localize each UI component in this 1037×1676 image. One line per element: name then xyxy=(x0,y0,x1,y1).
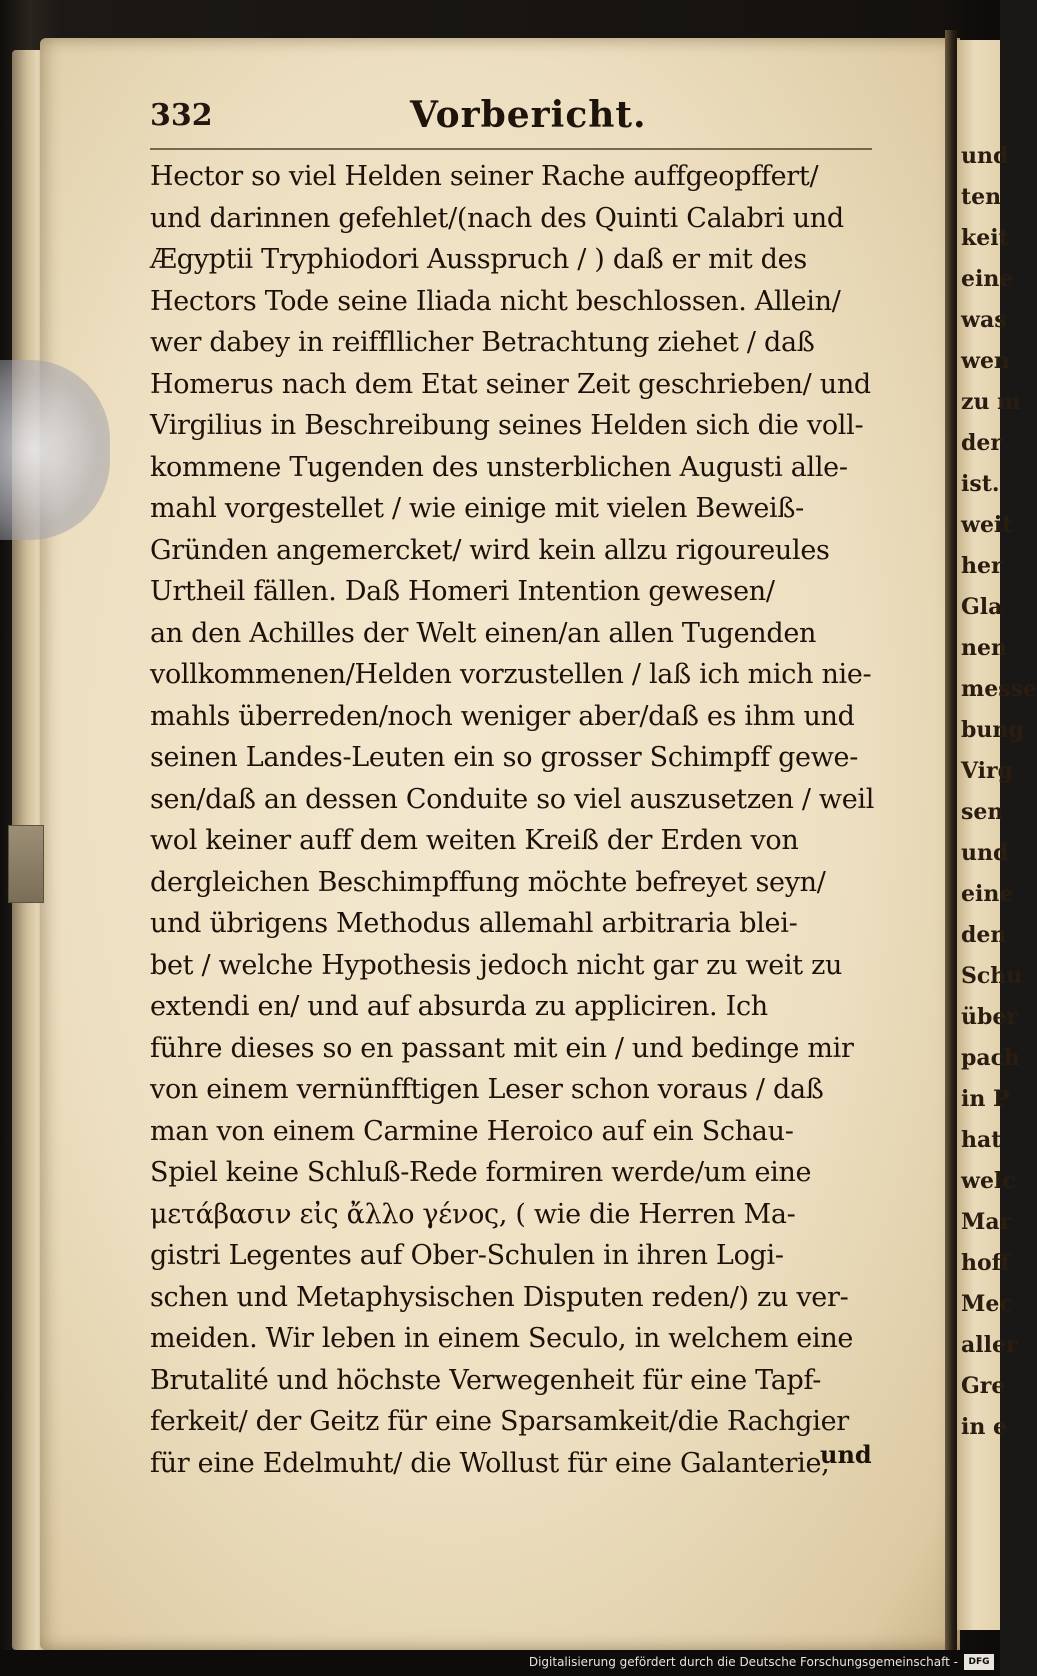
text-line: dergleichen Beschimpffung möchte befreyet seyn/ xyxy=(150,866,826,898)
adjacent-fragment: eine xyxy=(961,266,1014,292)
text-line: Hectors Tode seine Iliada nicht beschlossen. Allein/ xyxy=(150,285,841,317)
adjacent-fragment: weit xyxy=(961,512,1013,538)
adjacent-fragment: her xyxy=(961,553,1003,579)
text-line: wol keiner auff dem weiten Kreiß der Erden von xyxy=(150,825,799,856)
adjacent-fragment: wen xyxy=(961,348,1010,374)
adjacent-fragment: sen xyxy=(961,799,1004,825)
adjacent-fragment: ist. xyxy=(961,471,1000,497)
text-line: Brutalité und höchste Verwegenheit für eine Tapf- xyxy=(150,1364,822,1396)
adjacent-fragment: in e xyxy=(961,1414,1008,1440)
adjacent-fragment: über xyxy=(961,1004,1018,1030)
adjacent-fragment: und xyxy=(961,840,1009,866)
text-line: Urtheil fällen. Daß Homeri Intention gewesen/ xyxy=(150,576,775,607)
running-head xyxy=(150,94,875,144)
text-line: Virgilius in Beschreibung seines Helden sich die voll- xyxy=(150,410,864,441)
header-rule xyxy=(150,148,872,150)
adjacent-fragment: pach xyxy=(961,1045,1021,1071)
text-line: Spiel keine Schluß-Rede formiren werde/um eine xyxy=(150,1157,812,1188)
text-line: schen und Metaphysischen Disputen reden/) zu ver- xyxy=(150,1281,849,1313)
text-line: für eine Edelmuht/ die Wollust für eine Galanterie, xyxy=(150,1447,830,1479)
text-line: mahls überreden/noch weniger aber/daß es ihm und xyxy=(150,700,855,732)
adjacent-fragment: Gla xyxy=(961,594,1003,620)
text-line: Ægyptii Tryphiodori Ausspruch / ) daß er mit des xyxy=(150,244,807,275)
adjacent-page-fragments xyxy=(957,40,1037,1448)
adjacent-fragment: nen xyxy=(961,635,1007,661)
adjacent-fragment: den xyxy=(961,922,1007,948)
text-line: sen/daß an dessen Conduite so viel auszusetzen / weil xyxy=(150,783,875,815)
adjacent-page xyxy=(957,40,1037,1630)
text-line: und übrigens Methodus allemahl arbitraria blei- xyxy=(150,908,798,939)
text-line: von einem vernünfftigen Leser schon voraus / daß xyxy=(150,1074,824,1105)
text-line: wer dabey in reiffllicher Betrachtung ziehet / daß xyxy=(150,327,815,358)
text-line: führe dieses so en passant mit ein / und bedinge mir xyxy=(150,1032,854,1064)
adjacent-fragment: keit xyxy=(961,225,1009,251)
page-header-title: Vorbericht. xyxy=(410,94,647,136)
adjacent-fragment: Gre xyxy=(961,1373,1006,1399)
text-line: μετάβασιν εἰς ἄλλο γένος, ( wie die Herren Ma- xyxy=(150,1198,796,1230)
text-line: mahl vorgestellet / wie einige mit vielen Beweiß- xyxy=(150,493,804,524)
body-text xyxy=(150,156,880,1484)
adjacent-fragment: der xyxy=(961,430,1002,456)
text-line: meiden. Wir leben in einem Seculo, in welchem eine xyxy=(150,1323,854,1354)
adjacent-fragment: bung xyxy=(961,717,1024,743)
adjacent-fragment: hat xyxy=(961,1127,1002,1153)
adjacent-fragment: hoff xyxy=(961,1250,1010,1276)
text-line: Homerus nach dem Etat seiner Zeit geschrieben/ und xyxy=(150,368,871,400)
catchword: und xyxy=(820,1440,872,1469)
adjacent-fragment: was xyxy=(961,307,1007,333)
text-line: vollkommenen/Helden vorzustellen / laß ich mich nie- xyxy=(150,659,872,690)
text-line: kommene Tugenden des unsterblichen Augusti alle- xyxy=(150,451,848,483)
page-tab-marker xyxy=(8,825,44,903)
adjacent-fragment: messe xyxy=(961,676,1037,702)
text-line: man von einem Carmine Heroico auf ein Schau- xyxy=(150,1115,794,1147)
footer-bar xyxy=(0,1650,1000,1676)
adjacent-fragment: aller xyxy=(961,1332,1018,1358)
text-line: und darinnen gefehlet/(nach des Quinti Calabri und xyxy=(150,202,844,234)
adjacent-fragment: Virg xyxy=(961,758,1014,784)
adjacent-fragment: welc xyxy=(961,1168,1016,1194)
adjacent-fragment: ten xyxy=(961,184,1002,210)
text-line: bet / welche Hypothesis jedoch nicht gar zu weit zu xyxy=(150,949,843,981)
text-line: Hector so viel Helden seiner Rache auffgeopffert/ xyxy=(150,161,819,192)
text-line: extendi en/ und auf absurda zu appliciren. Ich xyxy=(150,991,768,1022)
text-line: ferkeit/ der Geitz für eine Sparsamkeit/die Rachgier xyxy=(150,1406,849,1437)
page-number: 332 xyxy=(150,98,213,133)
book-gutter xyxy=(945,30,957,1650)
adjacent-fragment: in P xyxy=(961,1086,1010,1112)
text-line: an den Achilles der Welt einen/an allen Tugenden xyxy=(150,617,817,649)
text-line: seinen Landes-Leuten ein so grosser Schimpff gewe- xyxy=(150,742,859,773)
text-line: gistri Legentes auf Ober-Schulen in ihren Logi- xyxy=(150,1240,784,1271)
text-line: Gründen angemercket/ wird kein allzu rigoureules xyxy=(150,534,830,566)
adjacent-fragment: eine xyxy=(961,881,1014,907)
adjacent-fragment: Schu xyxy=(961,963,1023,989)
adjacent-fragment: Mec xyxy=(961,1291,1013,1317)
dfg-logo: DFG xyxy=(964,1654,994,1670)
footer-credit: Digitalisierung gefördert durch die Deutsche Forschungsgemeinschaft - xyxy=(528,1655,958,1669)
adjacent-fragment: zu m xyxy=(961,389,1021,415)
adjacent-fragment: und xyxy=(961,143,1009,169)
adjacent-fragment: Mar xyxy=(961,1209,1012,1235)
